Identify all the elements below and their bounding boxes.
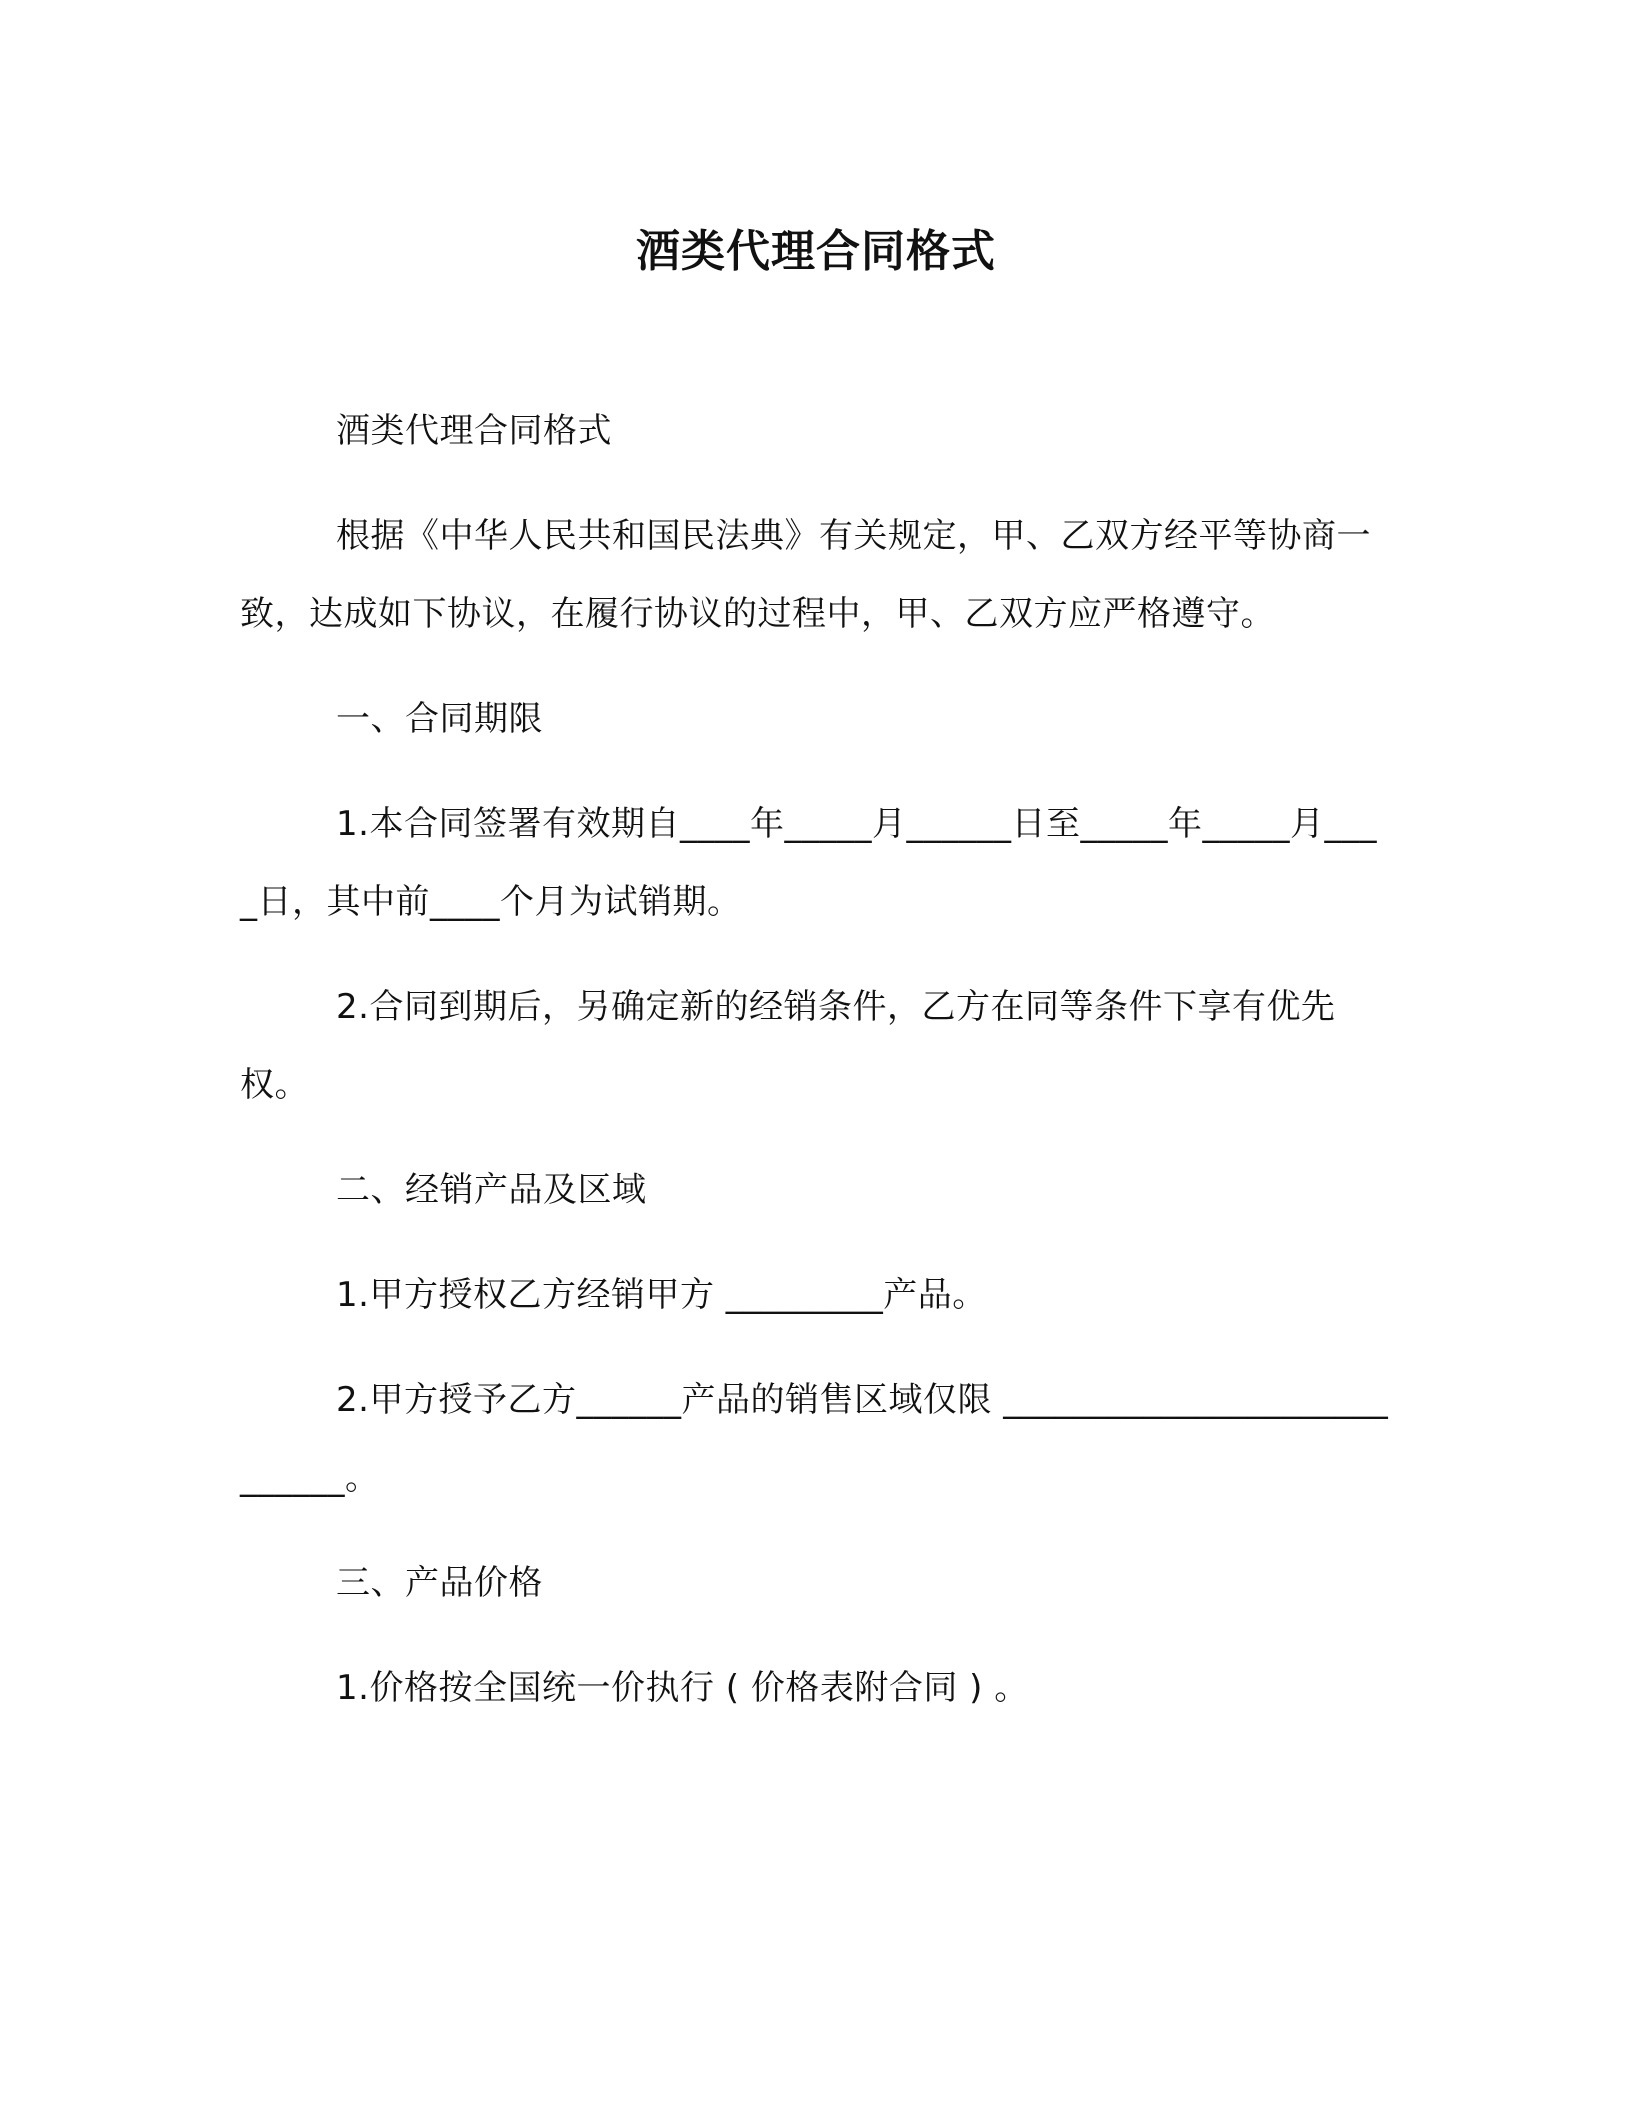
section-heading-products-region: 二、经销产品及区域 (336, 1170, 647, 1210)
clause-term-period: 1.本合同签署有效期自____年_____月______日至_____年_____月____日，其中前____个月为试销期。 (240, 804, 1377, 922)
document-body (240, 392, 1390, 1727)
document-title: 酒类代理合同格式 (636, 226, 996, 277)
clause-term-renewal: 2.合同到期后，另确定新的经销条件，乙方在同等条件下享有优先权。 (240, 987, 1336, 1105)
clause-sales-region: 2.甲方授予乙方______产品的销售区域仅限 ____________________________。 (240, 1380, 1389, 1498)
clause-unified-price: 1.价格按全国统一价执行 ( 价格表附合同 ) 。 (336, 1668, 1029, 1708)
subtitle-paragraph: 酒类代理合同格式 (336, 411, 612, 451)
section-heading-price: 三、产品价格 (336, 1563, 543, 1603)
preamble-paragraph: 根据《中华人民共和国民法典》有关规定，甲、乙双方经平等协商一致，达成如下协议，在履行协议的过程中，甲、乙双方应严格遵守。 (240, 516, 1371, 634)
clause-authorized-products: 1.甲方授权乙方经销甲方 _________产品。 (336, 1275, 987, 1315)
section-heading-term: 一、合同期限 (336, 699, 543, 739)
